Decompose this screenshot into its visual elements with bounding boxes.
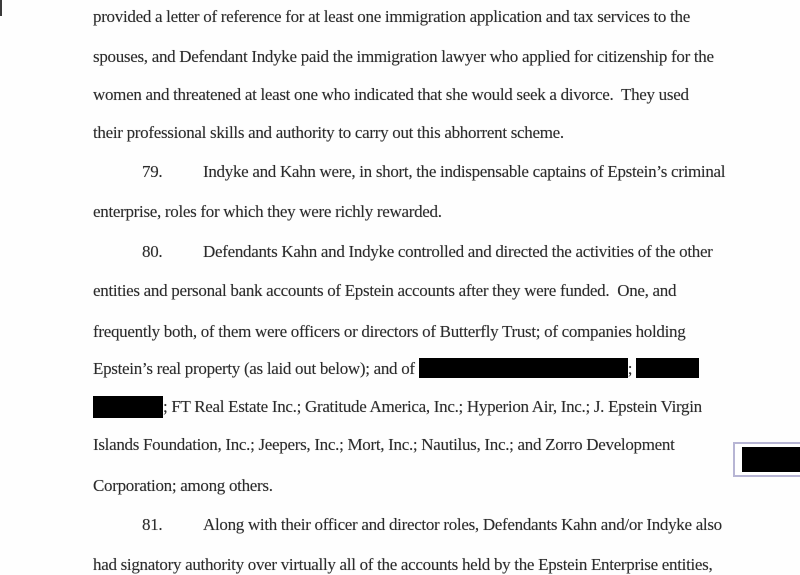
document-line: enterprise, roles for which they were richly rewarded.: [93, 202, 442, 221]
document-line-with-redactions: [93, 358, 699, 379]
redaction-bar: [93, 396, 163, 418]
page-edge-artifact: [0, 0, 2, 16]
document-line: had signatory authority over virtually all of the accounts held by the Epstein Enterprise entities,: [93, 555, 713, 574]
document-line: provided a letter of reference for at least one immigration application and tax services to the: [93, 7, 690, 26]
document-line: Islands Foundation, Inc.; Jeepers, Inc.; Mort, Inc.; Nautilus, Inc.; and Zorro Development: [93, 435, 675, 454]
line-text: Epstein’s real property (as laid out below); and of: [93, 359, 419, 378]
paragraph-number: 81.: [142, 515, 163, 534]
paragraph-text: Indyke and Kahn were, in short, the indispensable captains of Epstein’s criminal: [203, 162, 726, 181]
document-line: their professional skills and authority to carry out this abhorrent scheme.: [93, 123, 564, 142]
redaction-annotation-box: [733, 442, 800, 477]
document-line-with-redactions: [93, 396, 702, 418]
line-text: ; FT Real Estate Inc.; Gratitude America, Inc.; Hyperion Air, Inc.; J. Epstein Virgin: [163, 397, 702, 416]
document-line: spouses, and Defendant Indyke paid the immigration lawyer who applied for citizenship for the: [93, 47, 714, 66]
paragraph-text: Along with their officer and director roles, Defendants Kahn and/or Indyke also: [203, 515, 722, 534]
document-line: Corporation; among others.: [93, 476, 273, 495]
redaction-bar: [419, 358, 628, 378]
redaction-bar: [636, 358, 699, 378]
document-line: entities and personal bank accounts of Epstein accounts after they were funded. One, and: [93, 281, 677, 300]
document-line-paragraph-81: [142, 515, 722, 535]
document-line: women and threatened at least one who indicated that she would seek a divorce. They used: [93, 85, 689, 104]
paragraph-text: Defendants Kahn and Indyke controlled and directed the activities of the other: [203, 242, 713, 261]
document-line-paragraph-80: [142, 242, 713, 262]
paragraph-number: 80.: [142, 242, 163, 261]
document-line-paragraph-79: [142, 162, 725, 182]
paragraph-number: 79.: [142, 162, 163, 181]
line-text: ;: [627, 359, 637, 378]
redaction-bar: [742, 447, 800, 472]
document-line: frequently both, of them were officers or directors of Butterfly Trust; of companies holding: [93, 322, 686, 341]
